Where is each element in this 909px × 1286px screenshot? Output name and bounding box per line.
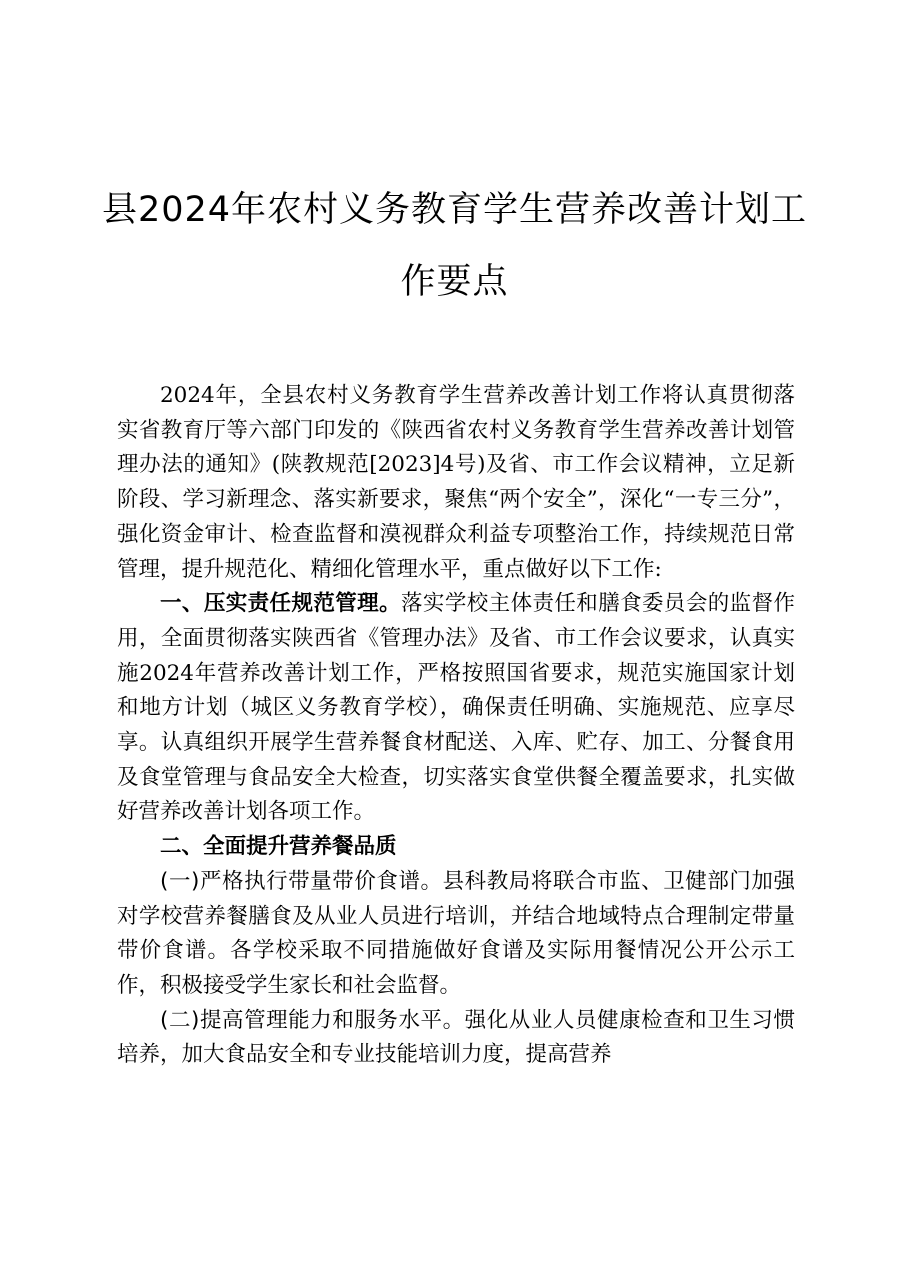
subsection-1-text: 县科教局将联合市监、卫健部门加强对学校营养餐膳食及从业人员进行培训，并结合地域特点合理制定带量带价食谱。各学校采取不同措施做好食谱及实际用餐情况公开公示工作，积极接受学生家长和社会监督。 (117, 868, 795, 998)
section-2-heading-text: 二、全面提升营养餐品质 (160, 834, 397, 860)
subsection-1-heading: (一)严格执行带量带价食谱。 (160, 868, 443, 894)
document-title-line-2: 作要点 (400, 262, 509, 302)
section-1-heading: 一、压实责任规范管理。 (160, 591, 402, 617)
section-1-paragraph (117, 587, 795, 830)
subsection-2-text: 强化从业人员健康检查和卫生习惯培养，加大食品安全和专业技能培训力度，提高营养 (117, 1007, 795, 1068)
intro-paragraph: 2024年，全县农村义务教育学生营养改善计划工作将认真贯彻落实省教育厅等六部门印发的《陕西省农村义务教育学生营养改善计划管理办法的通知》(陕教规范[2023]4号)及省、市工作会议精神，立足新阶段、学习新理念、落实新要求，聚焦“两个安全”，深化“一专三分”，强化资金审计、检查监督和漠视群众利益专项整治工作，持续规范日常管理，提升规范化、精细化管理水平，重点做好以下工作: (117, 383, 795, 582)
subsection-1-paragraph (117, 865, 795, 1004)
section-1-text: 落实学校主体责任和膳食委员会的监督作用，全面贯彻落实陕西省《管理办法》及省、市工作会议要求，认真实施2024年营养改善计划工作，严格按照国省要求，规范实施国家计划和地方计划（城区义务教育学校），确保责任明确、实施规范、应享尽享。认真组织开展学生营养餐食材配送、入库、贮存、加工、分餐食用及食堂管理与食品安全大检查，切实落实食堂供餐全覆盖要求，扎实做好营养改善计划各项工作。 (117, 591, 795, 825)
document-title-line-1: 县2024年农村义务教育学生营养改善计划工 (101, 190, 808, 230)
subsection-2-paragraph (117, 1004, 795, 1073)
section-2-heading (117, 830, 795, 865)
document-body (117, 379, 795, 1073)
subsection-2-heading: (二)提高管理能力和服务水平。 (160, 1007, 465, 1033)
